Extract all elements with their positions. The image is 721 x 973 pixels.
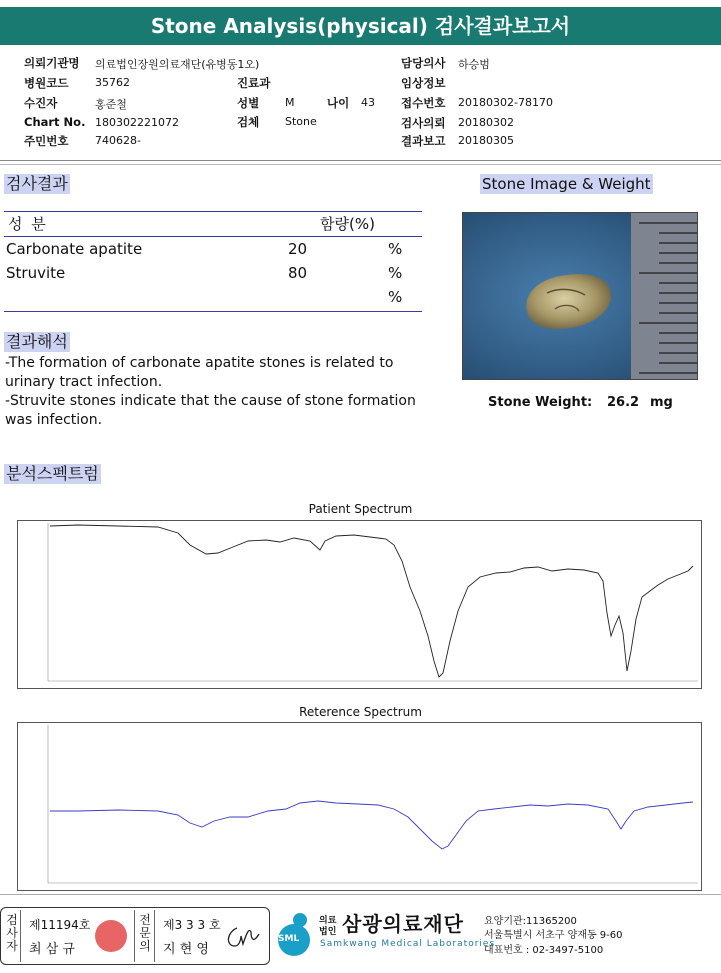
interpretation-line-2a: -Struvite stones indicate that the cause of stone formation: [5, 393, 416, 409]
component-column-header: 성 분: [8, 215, 48, 233]
institution-label: 의뢰기관명: [24, 56, 80, 70]
sml-logo: [272, 910, 316, 958]
specialist-name: 지 현 영: [163, 942, 209, 957]
divider: [154, 910, 155, 962]
specialist-vertical-label: 전문의: [139, 913, 151, 953]
row-1-value: 20: [288, 240, 308, 258]
chart-value: 180302221072: [95, 116, 179, 129]
row-2-unit: %: [388, 264, 403, 282]
footer-separator: [0, 894, 721, 895]
resident-label: 주민번호: [24, 134, 69, 148]
resident-value: 740628-: [95, 134, 141, 147]
stone-weight-label: Stone Weight:: [488, 395, 593, 410]
age-value: 43: [361, 96, 375, 109]
interpretation-line-1b: urinary tract infection.: [5, 374, 163, 390]
info-separator-2: [0, 164, 721, 165]
phone: 대표번호 : 02-3497-5100: [484, 945, 604, 956]
org-english-name: Samkwang Medical Laboratories: [320, 939, 496, 949]
row-2-value: 80: [288, 264, 308, 282]
chart-label: Chart No.: [24, 115, 86, 129]
report-label: 결과보고: [401, 134, 446, 148]
address: 서울특별시 서초구 양재동 9-60: [484, 930, 623, 941]
row-2-name: Struvite: [6, 264, 66, 282]
hospital-code-value: 35762: [95, 76, 130, 89]
table-bottom-line: [4, 311, 422, 312]
patient-spectrum-svg: [18, 521, 701, 688]
hospital-code-label: 병원코드: [24, 76, 69, 90]
report-title: Stone Analysis(physical) 검사결과보고서: [0, 7, 721, 45]
org-name: 삼광의료재단: [342, 912, 464, 936]
request-value: 20180302: [458, 116, 514, 129]
table-top-line: [4, 211, 422, 212]
institution-code: 요양기관:11365200: [484, 916, 577, 927]
gender-value: M: [285, 96, 295, 109]
examiner-name: 최 삼 규: [29, 942, 75, 957]
row-1-unit: %: [388, 240, 403, 258]
institution-value: 의료법인장원의료재단(유병동1오): [95, 58, 260, 71]
stone-photo-drawing: [463, 213, 697, 379]
interpretation-line-2b: was infection.: [5, 412, 103, 428]
org-prefix-2: 법인: [319, 927, 337, 937]
clinical-label: 임상정보: [401, 76, 446, 90]
patient-spectrum-chart: [17, 520, 702, 689]
request-label: 검사의뢰: [401, 116, 446, 130]
org-prefix-1: 의료: [319, 916, 337, 926]
receiver-value: 홍준철: [95, 98, 127, 111]
stone-header: Stone Image & Weight: [482, 175, 651, 193]
specialist-license: 제3 3 3 호: [163, 918, 221, 932]
doctor-value: 하승범: [458, 58, 490, 71]
row-3-unit: %: [388, 288, 403, 306]
specialist-signature: [223, 922, 263, 952]
specimen-value: Stone: [285, 115, 317, 128]
signature-box: [0, 907, 270, 965]
examiner-seal: [95, 920, 127, 952]
examiner-vertical-label: 검사자: [6, 913, 18, 953]
content-column-header: 함량(%): [320, 215, 375, 233]
receipt-label: 접수번호: [401, 96, 446, 110]
stone-image: [462, 212, 698, 380]
interpretation-line-1a: -The formation of carbonate apatite stones is related to: [5, 355, 394, 371]
interpretation-header: 결과해석: [6, 332, 68, 351]
examiner-license: 제11194호: [29, 918, 91, 932]
receipt-value: 20180302-78170: [458, 96, 553, 109]
reference-spectrum-line: [50, 801, 693, 849]
age-label: 나이: [327, 96, 350, 110]
reference-spectrum-title: Reterence Spectrum: [299, 705, 422, 719]
info-separator: [0, 160, 721, 161]
stone-weight-unit: mg: [650, 395, 673, 410]
specimen-label: 검체: [237, 115, 260, 129]
reference-spectrum-chart: [17, 722, 702, 891]
divider: [20, 910, 21, 962]
doctor-label: 담당의사: [401, 56, 446, 70]
logo-text: SML: [278, 934, 300, 944]
reference-spectrum-svg: [18, 723, 701, 890]
gender-label: 성별: [237, 96, 260, 110]
department-label: 진료과: [237, 76, 271, 90]
row-1-name: Carbonate apatite: [6, 240, 143, 258]
spectrum-header: 분석스펙트럼: [6, 464, 99, 483]
stone-weight-value: 26.2: [607, 395, 640, 410]
receiver-label: 수진자: [24, 96, 58, 110]
patient-spectrum-line: [50, 525, 693, 677]
divider: [134, 910, 135, 962]
results-header: 검사결과: [6, 174, 68, 193]
table-header-line: [4, 236, 422, 237]
report-value: 20180305: [458, 134, 514, 147]
patient-spectrum-title: Patient Spectrum: [308, 502, 413, 516]
